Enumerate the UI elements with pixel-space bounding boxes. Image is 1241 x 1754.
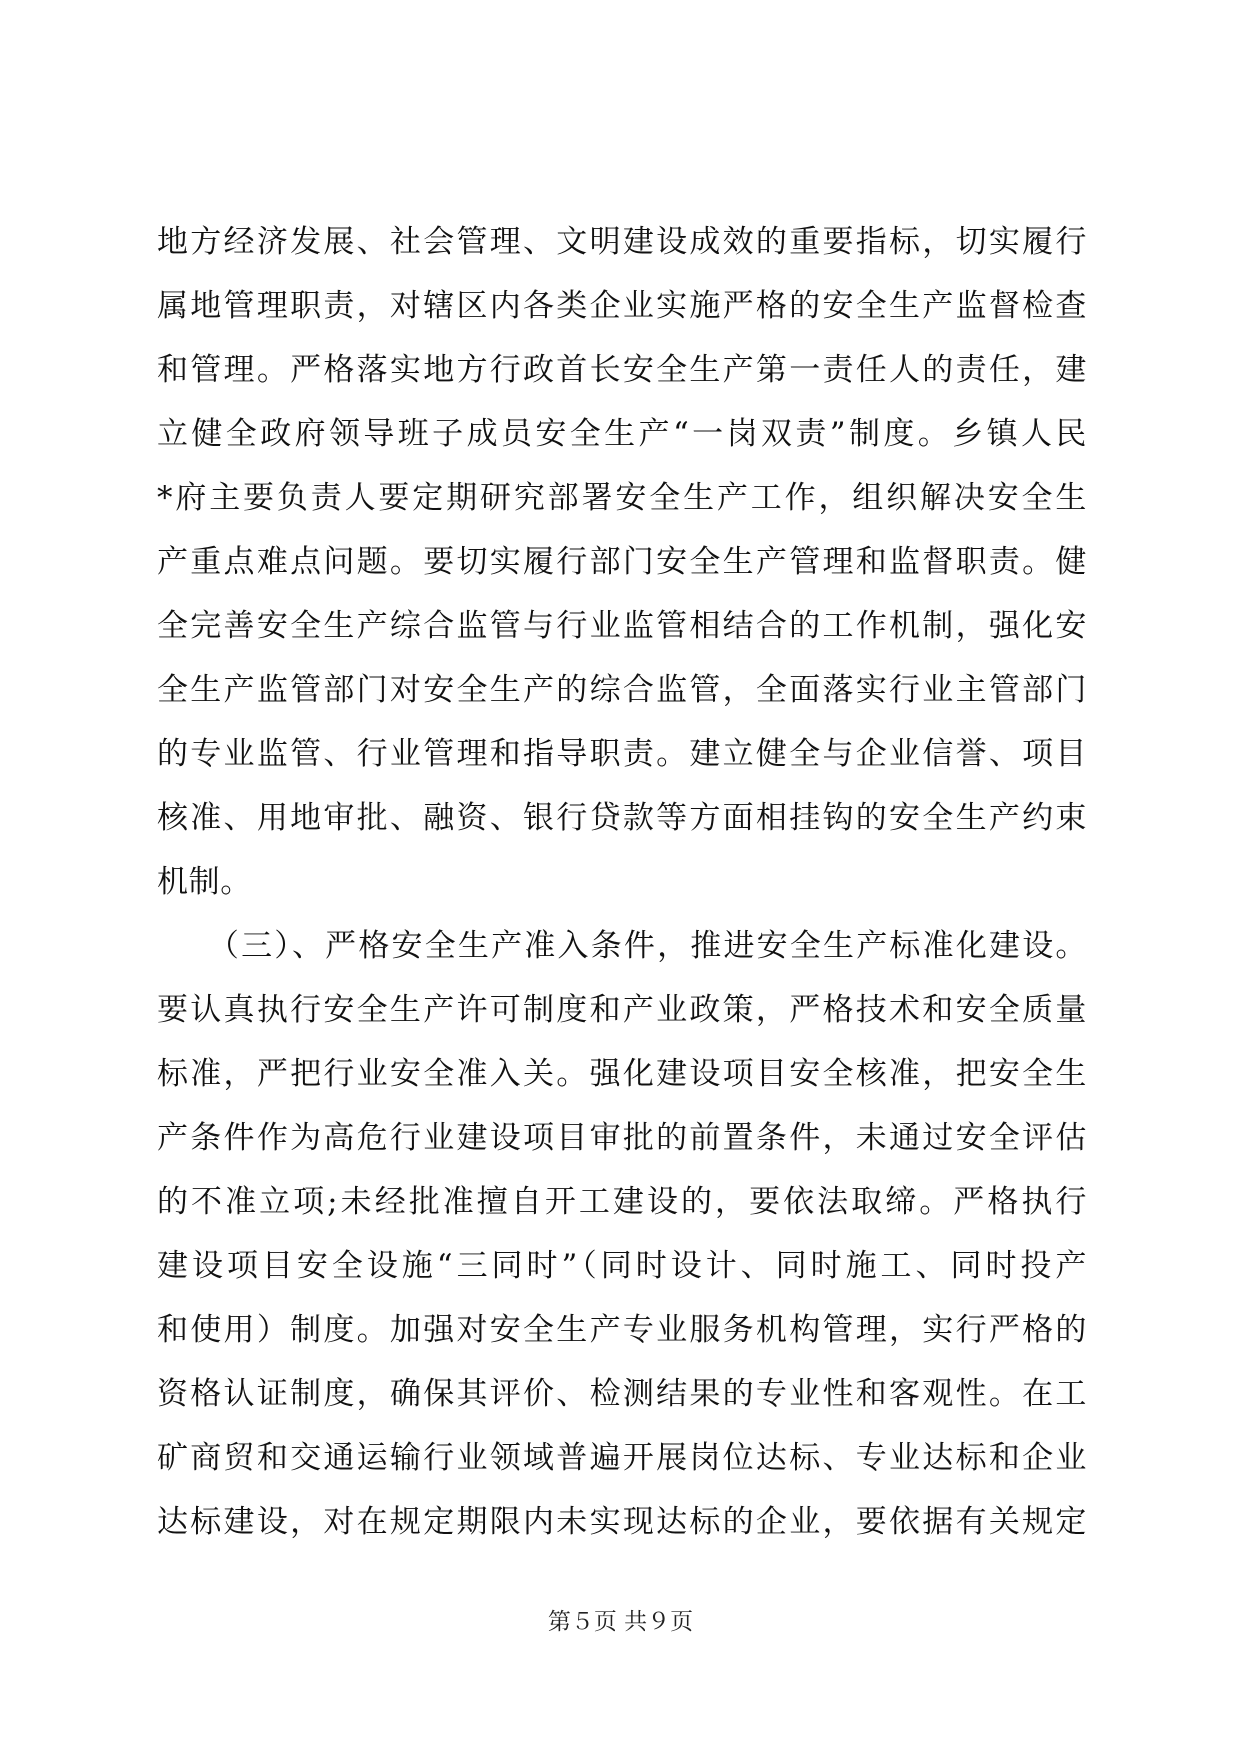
- text-line: 核准、用地审批、融资、银行贷款等方面相挂钩的安全生产约束: [157, 800, 1087, 836]
- text-line: 和管理。严格落实地方行政首长安全生产第一责任人的责任，建: [157, 352, 1087, 388]
- text-line: 属地管理职责，对辖区内各类企业实施严格的安全生产监督检查: [157, 288, 1087, 324]
- text-line: 的专业监管、行业管理和指导职责。建立健全与企业信誉、项目: [157, 736, 1087, 772]
- text-line: 全生产监管部门对安全生产的综合监管，全面落实行业主管部门: [157, 672, 1087, 708]
- text-line: 标准，严把行业安全准入关。强化建设项目安全核准，把安全生: [157, 1056, 1087, 1092]
- text-line: 全完善安全生产综合监管与行业监管相结合的工作机制，强化安: [157, 608, 1087, 644]
- text-line: 矿商贸和交通运输行业领域普遍开展岗位达标、专业达标和企业: [157, 1440, 1087, 1476]
- text-line: 产条件作为高危行业建设项目审批的前置条件，未通过安全评估: [157, 1120, 1087, 1156]
- text-line: 建设项目安全设施“三同时”（同时设计、同时施工、同时投产: [157, 1248, 1087, 1284]
- text-line: 的不准立项;未经批准擅自开工建设的，要依法取缔。严格执行: [157, 1184, 1087, 1220]
- text-line: 产重点难点问题。要切实履行部门安全生产管理和监督职责。健: [157, 544, 1087, 580]
- text-line: 地方经济发展、社会管理、文明建设成效的重要指标，切实履行: [157, 224, 1087, 260]
- text-line: 达标建设，对在规定期限内未实现达标的企业，要依据有关规定: [157, 1504, 1087, 1540]
- text-line: 和使用）制度。加强对安全生产专业服务机构管理，实行严格的: [157, 1312, 1087, 1348]
- text-line: *府主要负责人要定期研究部署安全生产工作，组织解决安全生: [157, 480, 1087, 516]
- text-line: 机制。: [157, 864, 252, 900]
- text-line: （三）、严格安全生产准入条件，推进安全生产标准化建设。: [157, 928, 1087, 964]
- page-footer: 第５页 共９页: [547, 1609, 694, 1635]
- document-body: [157, 210, 1087, 1554]
- text-line: 立健全政府领导班子成员安全生产“一岗双责”制度。乡镇人民: [157, 416, 1087, 452]
- text-line: 要认真执行安全生产许可制度和产业政策，严格技术和安全质量: [157, 992, 1087, 1028]
- text-line: 资格认证制度，确保其评价、检测结果的专业性和客观性。在工: [157, 1376, 1087, 1412]
